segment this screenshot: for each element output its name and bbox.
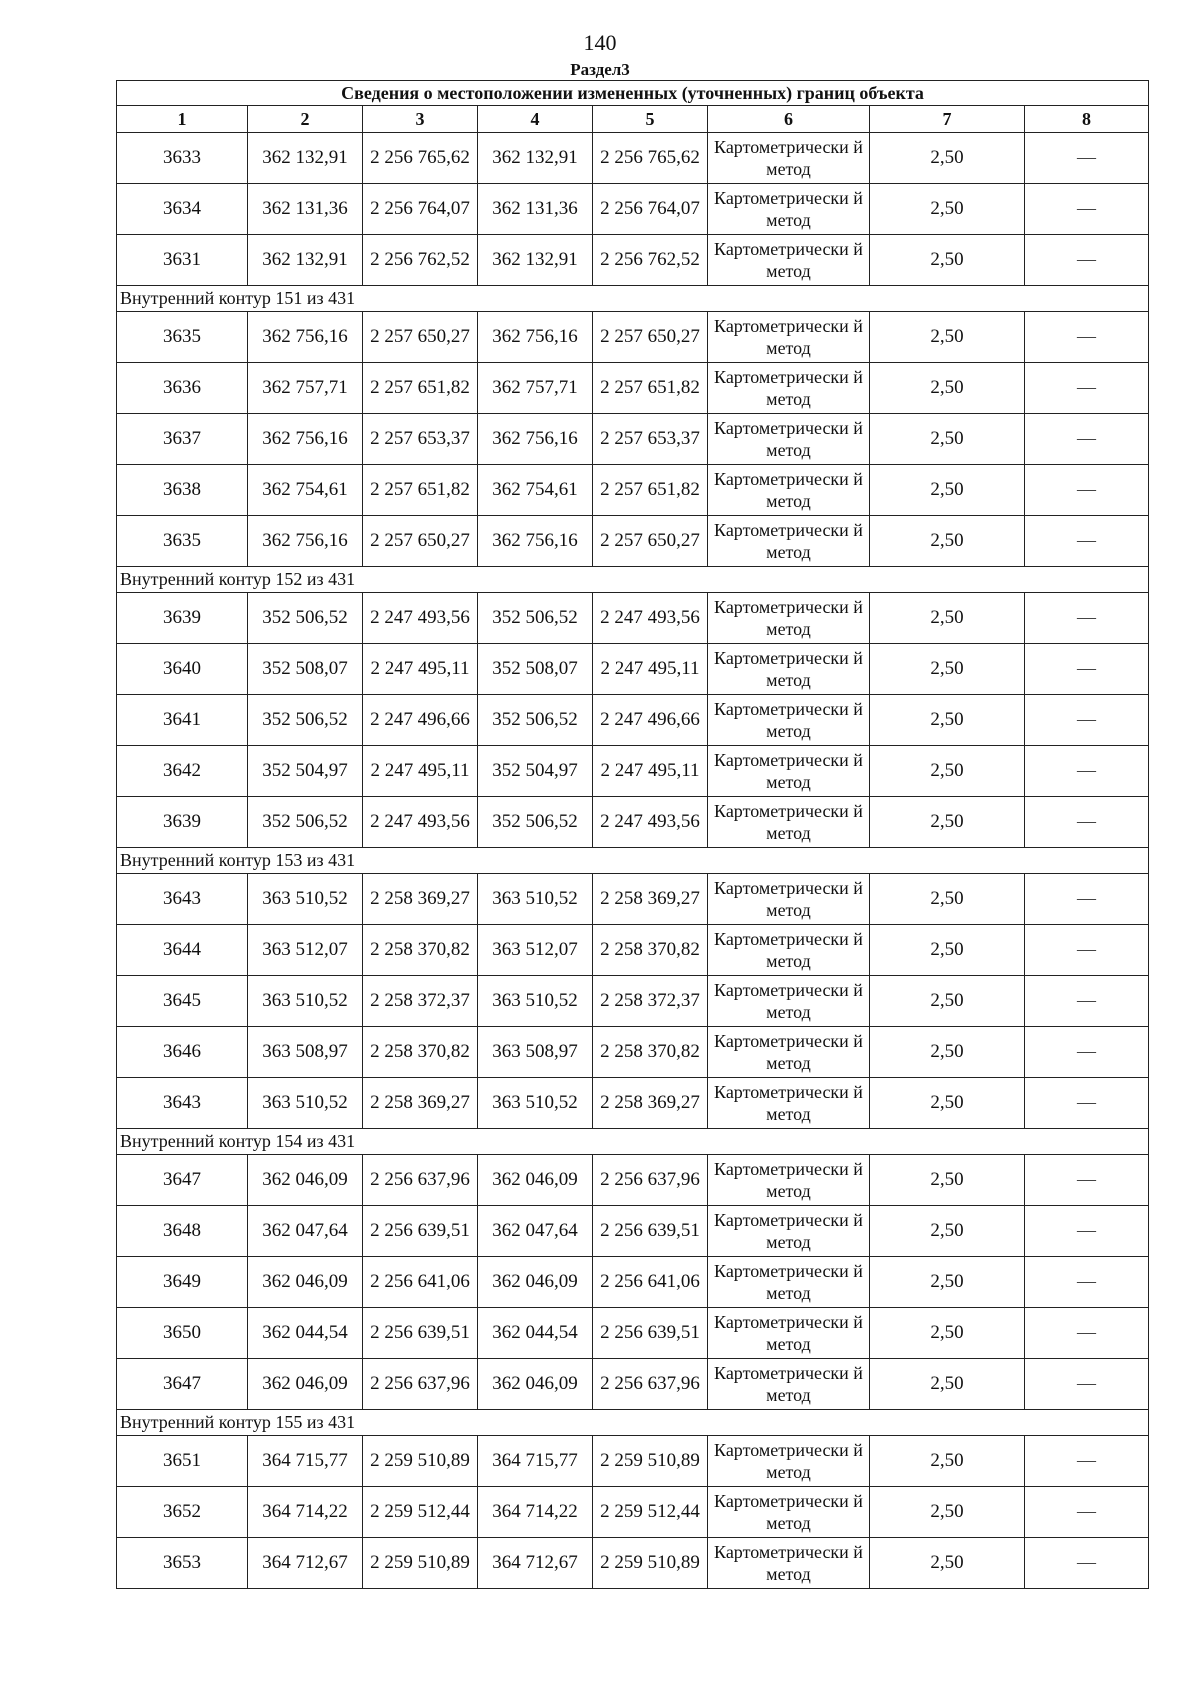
column-header: 6 [708,106,870,133]
point-number-cell: 3636 [117,363,248,414]
point-number-cell: 3639 [117,593,248,644]
note-cell: — [1025,1538,1149,1589]
x-new-cell: 352 506,52 [478,797,593,848]
y-old-cell: 2 257 650,27 [363,312,478,363]
x-new-cell: 363 510,52 [478,874,593,925]
x-new-cell: 352 506,52 [478,695,593,746]
y-new-cell: 2 257 651,82 [593,465,708,516]
note-cell: — [1025,1257,1149,1308]
table-row [117,465,1149,516]
table-row [117,1538,1149,1589]
note-cell: — [1025,1155,1149,1206]
x-old-cell: 352 506,52 [248,695,363,746]
method-cell: Картометрически й метод [708,925,870,976]
table-row [117,695,1149,746]
y-new-cell: 2 258 369,27 [593,874,708,925]
accuracy-cell: 2,50 [870,235,1025,286]
x-old-cell: 364 715,77 [248,1436,363,1487]
y-new-cell: 2 258 372,37 [593,976,708,1027]
table-row [117,312,1149,363]
point-number-cell: 3631 [117,235,248,286]
table-row [117,1027,1149,1078]
y-old-cell: 2 256 637,96 [363,1155,478,1206]
x-new-cell: 352 504,97 [478,746,593,797]
y-old-cell: 2 259 510,89 [363,1538,478,1589]
point-number-cell: 3639 [117,797,248,848]
table-row [117,363,1149,414]
note-cell: — [1025,925,1149,976]
x-new-cell: 364 712,67 [478,1538,593,1589]
contour-header-row [117,1129,1149,1155]
y-old-cell: 2 258 369,27 [363,874,478,925]
accuracy-cell: 2,50 [870,133,1025,184]
x-old-cell: 352 508,07 [248,644,363,695]
method-cell: Картометрически й метод [708,312,870,363]
accuracy-cell: 2,50 [870,184,1025,235]
x-old-cell: 362 756,16 [248,312,363,363]
contour-label: Внутренний контур 154 из 431 [117,1129,1149,1155]
y-old-cell: 2 257 651,82 [363,363,478,414]
method-cell: Картометрически й метод [708,1078,870,1129]
point-number-cell: 3635 [117,312,248,363]
table-row [117,1078,1149,1129]
x-old-cell: 362 757,71 [248,363,363,414]
x-new-cell: 363 510,52 [478,1078,593,1129]
accuracy-cell: 2,50 [870,1308,1025,1359]
accuracy-cell: 2,50 [870,746,1025,797]
y-old-cell: 2 247 495,11 [363,746,478,797]
x-old-cell: 363 510,52 [248,1078,363,1129]
y-new-cell: 2 258 369,27 [593,1078,708,1129]
method-cell: Картометрически й метод [708,874,870,925]
x-new-cell: 362 131,36 [478,184,593,235]
y-new-cell: 2 259 510,89 [593,1436,708,1487]
method-cell: Картометрически й метод [708,1027,870,1078]
accuracy-cell: 2,50 [870,1257,1025,1308]
note-cell: — [1025,1308,1149,1359]
method-cell: Картометрически й метод [708,1436,870,1487]
y-old-cell: 2 256 639,51 [363,1308,478,1359]
accuracy-cell: 2,50 [870,1538,1025,1589]
accuracy-cell: 2,50 [870,644,1025,695]
point-number-cell: 3640 [117,644,248,695]
accuracy-cell: 2,50 [870,874,1025,925]
column-header: 5 [593,106,708,133]
y-new-cell: 2 256 764,07 [593,184,708,235]
x-new-cell: 362 046,09 [478,1155,593,1206]
method-cell: Картометрически й метод [708,465,870,516]
point-number-cell: 3647 [117,1155,248,1206]
note-cell: — [1025,1206,1149,1257]
column-header: 4 [478,106,593,133]
y-new-cell: 2 257 651,82 [593,363,708,414]
table-row [117,593,1149,644]
point-number-cell: 3651 [117,1436,248,1487]
method-cell: Картометрически й метод [708,746,870,797]
note-cell: — [1025,1436,1149,1487]
column-header: 2 [248,106,363,133]
note-cell: — [1025,363,1149,414]
accuracy-cell: 2,50 [870,695,1025,746]
y-old-cell: 2 247 493,56 [363,797,478,848]
y-old-cell: 2 256 637,96 [363,1359,478,1410]
accuracy-cell: 2,50 [870,1155,1025,1206]
x-new-cell: 362 046,09 [478,1359,593,1410]
y-new-cell: 2 259 512,44 [593,1487,708,1538]
note-cell: — [1025,593,1149,644]
y-old-cell: 2 247 493,56 [363,593,478,644]
note-cell: — [1025,746,1149,797]
y-new-cell: 2 256 641,06 [593,1257,708,1308]
table-row [117,746,1149,797]
x-new-cell: 362 132,91 [478,235,593,286]
x-new-cell: 362 757,71 [478,363,593,414]
table-row [117,644,1149,695]
contour-header-row [117,848,1149,874]
y-old-cell: 2 258 372,37 [363,976,478,1027]
x-old-cell: 363 512,07 [248,925,363,976]
x-old-cell: 364 714,22 [248,1487,363,1538]
x-new-cell: 362 756,16 [478,312,593,363]
x-old-cell: 362 132,91 [248,235,363,286]
point-number-cell: 3638 [117,465,248,516]
point-number-cell: 3633 [117,133,248,184]
y-old-cell: 2 259 510,89 [363,1436,478,1487]
table-row [117,1487,1149,1538]
y-old-cell: 2 257 650,27 [363,516,478,567]
x-old-cell: 362 046,09 [248,1257,363,1308]
y-old-cell: 2 256 762,52 [363,235,478,286]
table-row [117,797,1149,848]
point-number-cell: 3652 [117,1487,248,1538]
accuracy-cell: 2,50 [870,363,1025,414]
note-cell: — [1025,976,1149,1027]
accuracy-cell: 2,50 [870,593,1025,644]
method-cell: Картометрически й метод [708,184,870,235]
contour-header-row [117,567,1149,593]
accuracy-cell: 2,50 [870,1487,1025,1538]
point-number-cell: 3642 [117,746,248,797]
x-old-cell: 362 131,36 [248,184,363,235]
x-new-cell: 362 044,54 [478,1308,593,1359]
accuracy-cell: 2,50 [870,925,1025,976]
note-cell: — [1025,465,1149,516]
y-new-cell: 2 259 510,89 [593,1538,708,1589]
x-new-cell: 362 754,61 [478,465,593,516]
point-number-cell: 3643 [117,874,248,925]
x-new-cell: 362 132,91 [478,133,593,184]
y-old-cell: 2 247 496,66 [363,695,478,746]
note-cell: — [1025,1487,1149,1538]
point-number-cell: 3643 [117,1078,248,1129]
x-new-cell: 363 508,97 [478,1027,593,1078]
accuracy-cell: 2,50 [870,1206,1025,1257]
table-row [117,1436,1149,1487]
contour-header-row [117,286,1149,312]
section-title: Раздел3 [570,60,630,79]
note-cell: — [1025,644,1149,695]
accuracy-cell: 2,50 [870,1078,1025,1129]
column-header: 8 [1025,106,1149,133]
y-old-cell: 2 256 764,07 [363,184,478,235]
column-header-row [117,106,1149,133]
x-old-cell: 362 047,64 [248,1206,363,1257]
x-new-cell: 363 510,52 [478,976,593,1027]
point-number-cell: 3635 [117,516,248,567]
y-new-cell: 2 257 650,27 [593,516,708,567]
method-cell: Картометрически й метод [708,133,870,184]
method-cell: Картометрически й метод [708,1487,870,1538]
y-new-cell: 2 256 637,96 [593,1155,708,1206]
y-new-cell: 2 256 637,96 [593,1359,708,1410]
table-row [117,925,1149,976]
method-cell: Картометрически й метод [708,1257,870,1308]
page-number: 140 [583,30,617,55]
accuracy-cell: 2,50 [870,976,1025,1027]
point-number-cell: 3637 [117,414,248,465]
x-old-cell: 362 756,16 [248,414,363,465]
method-cell: Картометрически й метод [708,1359,870,1410]
x-old-cell: 362 044,54 [248,1308,363,1359]
y-new-cell: 2 257 650,27 [593,312,708,363]
y-new-cell: 2 247 495,11 [593,746,708,797]
y-old-cell: 2 256 765,62 [363,133,478,184]
y-old-cell: 2 258 369,27 [363,1078,478,1129]
accuracy-cell: 2,50 [870,1436,1025,1487]
point-number-cell: 3648 [117,1206,248,1257]
accuracy-cell: 2,50 [870,797,1025,848]
accuracy-cell: 2,50 [870,1027,1025,1078]
method-cell: Картометрически й метод [708,797,870,848]
x-old-cell: 362 046,09 [248,1359,363,1410]
y-old-cell: 2 256 641,06 [363,1257,478,1308]
accuracy-cell: 2,50 [870,465,1025,516]
table-row [117,874,1149,925]
table-row [117,1257,1149,1308]
x-old-cell: 362 754,61 [248,465,363,516]
accuracy-cell: 2,50 [870,516,1025,567]
column-header: 3 [363,106,478,133]
x-old-cell: 362 046,09 [248,1155,363,1206]
method-cell: Картометрически й метод [708,235,870,286]
x-new-cell: 362 756,16 [478,516,593,567]
table-row [117,133,1149,184]
x-new-cell: 363 512,07 [478,925,593,976]
method-cell: Картометрически й метод [708,593,870,644]
accuracy-cell: 2,50 [870,1359,1025,1410]
x-old-cell: 363 510,52 [248,976,363,1027]
method-cell: Картометрически й метод [708,516,870,567]
point-number-cell: 3646 [117,1027,248,1078]
y-new-cell: 2 258 370,82 [593,1027,708,1078]
x-old-cell: 364 712,67 [248,1538,363,1589]
accuracy-cell: 2,50 [870,312,1025,363]
note-cell: — [1025,184,1149,235]
x-old-cell: 352 506,52 [248,797,363,848]
column-header: 7 [870,106,1025,133]
table-row [117,1206,1149,1257]
y-old-cell: 2 247 495,11 [363,644,478,695]
x-old-cell: 362 132,91 [248,133,363,184]
y-old-cell: 2 257 651,82 [363,465,478,516]
x-new-cell: 364 715,77 [478,1436,593,1487]
table-row [117,976,1149,1027]
y-old-cell: 2 258 370,82 [363,1027,478,1078]
contour-label: Внутренний контур 153 из 431 [117,848,1149,874]
y-new-cell: 2 256 639,51 [593,1206,708,1257]
contour-header-row [117,1410,1149,1436]
x-new-cell: 362 756,16 [478,414,593,465]
note-cell: — [1025,516,1149,567]
method-cell: Картометрически й метод [708,1308,870,1359]
y-old-cell: 2 258 370,82 [363,925,478,976]
table-caption-row [117,81,1149,106]
y-new-cell: 2 258 370,82 [593,925,708,976]
method-cell: Картометрически й метод [708,1155,870,1206]
x-new-cell: 364 714,22 [478,1487,593,1538]
x-old-cell: 352 504,97 [248,746,363,797]
note-cell: — [1025,1027,1149,1078]
table-row [117,184,1149,235]
method-cell: Картометрически й метод [708,414,870,465]
note-cell: — [1025,235,1149,286]
x-old-cell: 352 506,52 [248,593,363,644]
y-new-cell: 2 256 639,51 [593,1308,708,1359]
y-new-cell: 2 257 653,37 [593,414,708,465]
table-row [117,1155,1149,1206]
table-row [117,235,1149,286]
table-row [117,516,1149,567]
x-old-cell: 362 756,16 [248,516,363,567]
method-cell: Картометрически й метод [708,363,870,414]
y-new-cell: 2 256 762,52 [593,235,708,286]
x-new-cell: 352 508,07 [478,644,593,695]
x-new-cell: 362 047,64 [478,1206,593,1257]
note-cell: — [1025,1359,1149,1410]
x-new-cell: 362 046,09 [478,1257,593,1308]
y-new-cell: 2 256 765,62 [593,133,708,184]
x-old-cell: 363 508,97 [248,1027,363,1078]
point-number-cell: 3647 [117,1359,248,1410]
y-new-cell: 2 247 493,56 [593,797,708,848]
note-cell: — [1025,133,1149,184]
method-cell: Картометрически й метод [708,695,870,746]
y-old-cell: 2 257 653,37 [363,414,478,465]
method-cell: Картометрически й метод [708,1206,870,1257]
x-old-cell: 363 510,52 [248,874,363,925]
note-cell: — [1025,1078,1149,1129]
coordinates-table [116,80,1149,1589]
point-number-cell: 3649 [117,1257,248,1308]
point-number-cell: 3641 [117,695,248,746]
contour-label: Внутренний контур 152 из 431 [117,567,1149,593]
y-new-cell: 2 247 495,11 [593,644,708,695]
point-number-cell: 3644 [117,925,248,976]
note-cell: — [1025,874,1149,925]
note-cell: — [1025,695,1149,746]
method-cell: Картометрически й метод [708,644,870,695]
note-cell: — [1025,312,1149,363]
point-number-cell: 3645 [117,976,248,1027]
accuracy-cell: 2,50 [870,414,1025,465]
point-number-cell: 3653 [117,1538,248,1589]
note-cell: — [1025,414,1149,465]
y-new-cell: 2 247 496,66 [593,695,708,746]
table-row [117,1308,1149,1359]
table-body [117,133,1149,1589]
y-old-cell: 2 259 512,44 [363,1487,478,1538]
y-old-cell: 2 256 639,51 [363,1206,478,1257]
point-number-cell: 3634 [117,184,248,235]
point-number-cell: 3650 [117,1308,248,1359]
note-cell: — [1025,797,1149,848]
contour-label: Внутренний контур 151 из 431 [117,286,1149,312]
method-cell: Картометрически й метод [708,976,870,1027]
contour-label: Внутренний контур 155 из 431 [117,1410,1149,1436]
table-row [117,1359,1149,1410]
y-new-cell: 2 247 493,56 [593,593,708,644]
method-cell: Картометрически й метод [708,1538,870,1589]
column-header: 1 [117,106,248,133]
x-new-cell: 352 506,52 [478,593,593,644]
table-row [117,414,1149,465]
table-caption: Сведения о местоположении измененных (уточненных) границ объекта [117,81,1149,106]
